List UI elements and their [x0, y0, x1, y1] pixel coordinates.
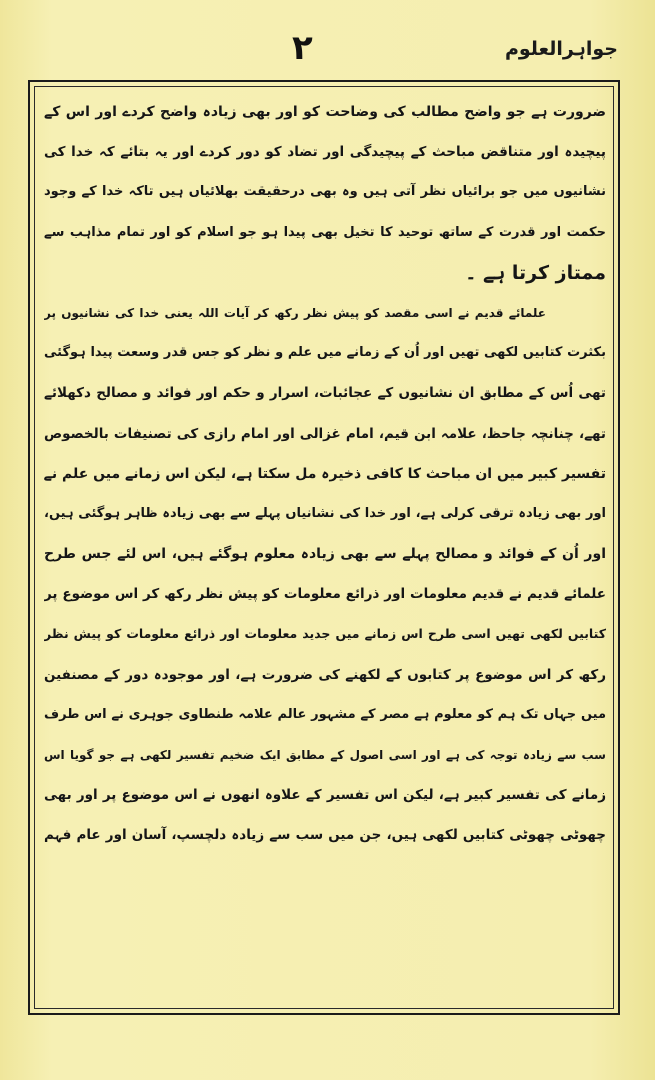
page-header [30, 26, 624, 76]
text-line: نشانیوں میں جو برائیاں نظر آتی ہیں وہ بھی درحقیقت بھلائیاں ہیں تاکہ خدا کے وجود [44, 184, 606, 200]
text-line: ضرورت ہے جو واضح مطالب کی وضاحت کو اور بھی زیادہ واضح کردے اور اس کے [44, 104, 606, 120]
text-line: علمائے قدیم نے قدیم معلومات اور ذرائع معلومات کو پیش نظر رکھ کر اس موضوع پر [44, 586, 606, 603]
text-line: ممتاز کرتا ہے ۔ [465, 261, 606, 284]
text-line: حکمت اور قدرت کے ساتھ توحید کا تخیل بھی پیدا ہو جو اسلام کو اور تمام مذاہب سے [44, 224, 606, 240]
text-line: تفسیر کبیر میں ان مباحث کا کافی ذخیرہ مل سکتا ہے، لیکن اس زمانے میں علم نے [44, 465, 606, 482]
page-number: ۲ [292, 28, 313, 68]
text-line: سب سے زیادہ توجہ کی ہے اور اسی اصول کے مطابق ایک ضخیم تفسیر لکھی ہے جو گویا اس [44, 748, 606, 762]
text-line: تھی اُس کے مطابق ان نشانیوں کے عجائبات، اسرار و حکم اور فوائد و مصالح دکھلائے [44, 385, 606, 402]
text-line: تھے، چنانچہ جاحظ، علامہ ابن قیم، امام غزالی اور امام رازی کی تصنیفات بالخصوص [44, 425, 606, 442]
text-line: چھوٹی چھوٹی کتابیں لکھی ہیں، جن میں سب سے زیادہ دلچسپ، آسان اور عام فہم [44, 827, 606, 844]
running-title: جواہرالعلوم [504, 38, 618, 60]
text-line: علمائے قدیم نے اسی مقصد کو پیش نظر رکھ کر آیات اللہ یعنی خدا کی نشانیوں پر [44, 305, 546, 320]
text-line: اور اُن کے فوائد و مصالح پہلے سے بھی زیادہ معلوم ہوگئے ہیں، اس لئے جس طرح [44, 546, 606, 563]
paragraph-2 [44, 293, 606, 856]
text-line: میں جہاں تک ہم کو معلوم ہے مصر کے مشہور عالم علامہ طنطاوی جوہری نے اس طرف [44, 706, 606, 722]
text-line: رکھ کر اس موضوع پر کتابوں کے لکھنے کی ضرورت ہے، اور موجودہ دور کے مصنفین [44, 666, 606, 683]
text-line: کتابیں لکھی تھیں اسی طرح اس زمانے میں جدید معلومات اور ذرائع معلومات کو پیش نظر [44, 626, 606, 642]
text-line: زمانے کی تفسیر کبیر ہے، لیکن اس تفسیر کے علاوہ انھوں نے اس موضوع پر اور بھی [44, 787, 606, 804]
text-line: اور بھی زیادہ ترقی کرلی ہے، اور خدا کی نشانیاں پہلے سے بھی زیادہ ظاہر ہوگئی ہیں، [44, 505, 606, 521]
body-text [44, 92, 606, 997]
text-line: بکثرت کتابیں لکھی تھیں اور اُن کے زمانے میں علم و نظر کو جس قدر وسعت پیدا ہوگئی [44, 345, 606, 361]
text-line: پیچیدہ اور متناقض مباحث کے پیچیدگی اور تضاد کو دور کردے اور یہ بتائے کہ خدا کی [44, 144, 606, 161]
paragraph-1 [44, 92, 606, 293]
